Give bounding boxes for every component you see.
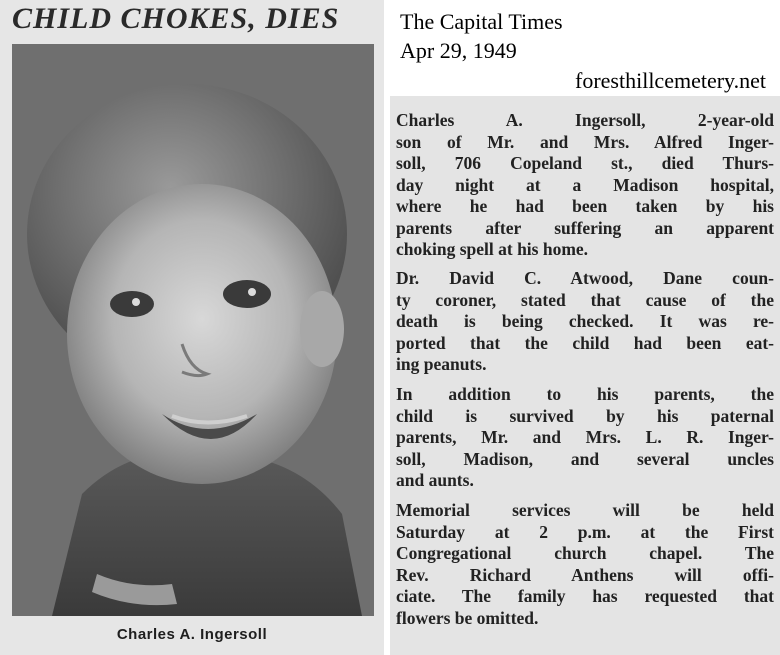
portrait-illustration [12,44,374,616]
child-portrait-photo [12,44,374,616]
photo-caption: Charles A. Ingersoll [116,626,268,643]
article-line: ing peanuts. [396,354,487,374]
photo-column [0,0,384,655]
article-line: soll, 706 Copeland st., died Thurs- [396,153,774,173]
article-paragraph [396,500,774,629]
source-website: foresthillcemetery.net [575,68,766,93]
article-line: ty coroner, stated that cause of the [396,289,774,310]
headline: CHILD CHOKES, DIES [12,2,340,35]
article-body [390,96,780,655]
article-line: death is being checked. It was re- [396,311,774,331]
publication-date: Apr 29, 1949 [400,38,517,63]
article-line: choking spell at his home. [396,239,589,259]
article-paragraph [396,268,774,376]
article-line: Congregational church chapel. The [396,543,774,563]
article-line: ported that the child had been eat- [396,332,774,353]
article-line: day night at a Madison hospital, [396,174,774,195]
article-paragraph [396,110,774,261]
article-line: parents after suffering an apparent [396,217,774,238]
article-line: parents, Mr. and Mrs. L. R. Inger- [396,427,774,447]
column-divider [384,0,387,655]
article-line: flowers be omitted. [396,607,539,628]
article-line: Rev. Richard Anthens will offi- [396,564,774,585]
article-line: where he had been taken by his [396,196,774,216]
article-line: son of Mr. and Mrs. Alfred Inger- [396,131,774,152]
article-line: Dr. David C. Atwood, Dane coun- [396,268,774,288]
article-line: ciate. The family has requested that [396,586,774,606]
article-line: and aunts. [396,470,474,490]
article-line: Memorial services will be held [396,500,774,520]
article-line: soll, Madison, and several uncles [396,448,774,469]
article-line: Saturday at 2 p.m. at the First [396,521,774,542]
article-line: In addition to his parents, the [396,384,774,404]
publication-name: The Capital Times [400,9,563,34]
source-header [390,0,780,96]
article-line: Charles A. Ingersoll, 2-year-old [396,110,774,130]
article-line: child is survived by his paternal [396,405,774,426]
article-paragraph [396,384,774,492]
